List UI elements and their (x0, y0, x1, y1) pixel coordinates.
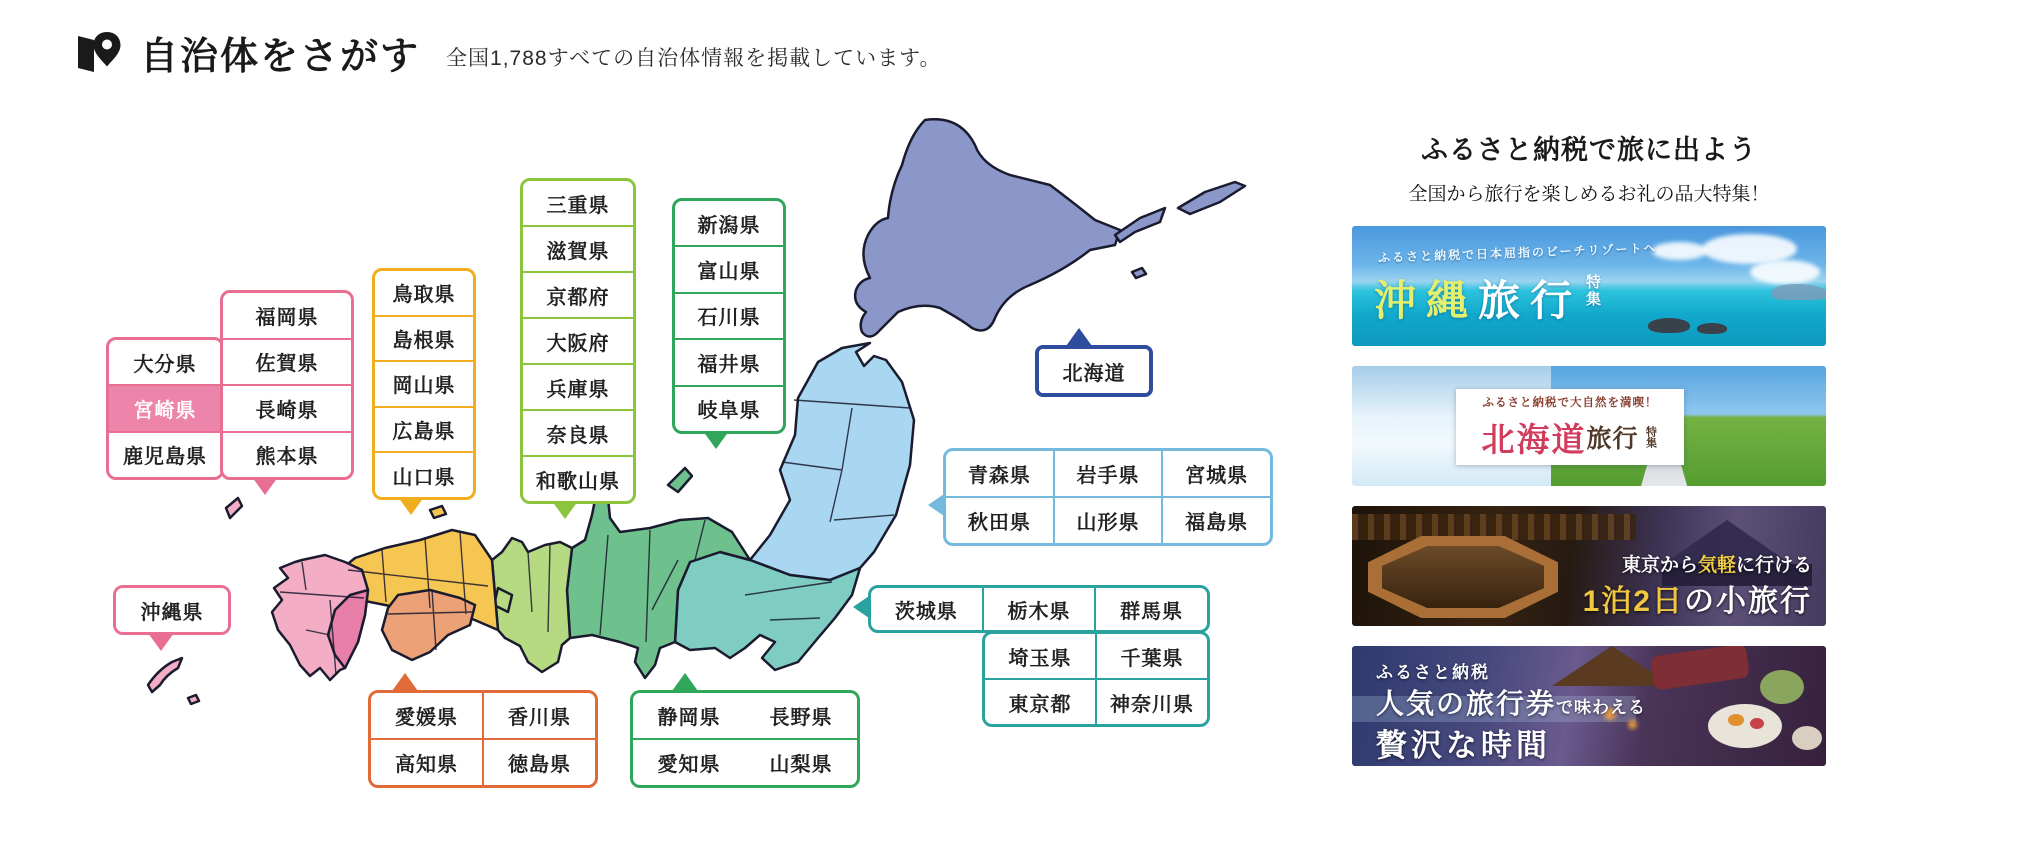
page-header (72, 30, 941, 78)
banner-okinawa-travel[interactable] (1352, 226, 1826, 346)
pref-nagasaki[interactable]: 長崎県 (223, 386, 351, 431)
page-title: 自治体をさがす (140, 36, 421, 78)
prefgroup-tokai (630, 690, 860, 788)
island-shape (1772, 284, 1826, 300)
pref-ehime[interactable]: 愛媛県 (371, 693, 482, 738)
pref-toyama[interactable]: 富山県 (675, 247, 783, 291)
hokuriku-box-pointer (703, 431, 729, 449)
pref-fukushima[interactable]: 福島県 (1163, 498, 1270, 543)
pref-shizuoka[interactable]: 静岡県 (633, 693, 745, 738)
pref-kanagawa[interactable]: 神奈川県 (1097, 680, 1207, 724)
prefgroup-okinawa (113, 585, 231, 635)
pref-shimane[interactable]: 島根県 (375, 317, 473, 361)
banner-okinawa-title-sub: 旅行 (1478, 277, 1583, 324)
map-island-kuril-1 (1115, 208, 1165, 242)
pref-iwate[interactable]: 岩手県 (1055, 451, 1162, 496)
banner-okinawa-title-main: 沖縄 (1374, 277, 1479, 324)
tokai-box-pointer (672, 673, 698, 691)
pref-tottori[interactable]: 鳥取県 (375, 271, 473, 315)
pref-ishikawa[interactable]: 石川県 (675, 294, 783, 338)
travel-sidebar (1352, 128, 1826, 766)
banner-hokkaido-tagline: ふるさと納税で大自然を満喫！ (1482, 396, 1658, 409)
pref-yamanashi[interactable]: 山梨県 (745, 740, 857, 785)
banner-hokkaido-title-main: 北海道 (1481, 420, 1587, 458)
tohoku-box-pointer (928, 494, 944, 516)
banner-hokkaido-badge: 特集 (1644, 426, 1657, 448)
pref-hyogo[interactable]: 兵庫県 (523, 365, 633, 409)
kanto-box-pointer (853, 596, 869, 618)
map-region-shikoku[interactable] (382, 590, 475, 660)
pref-aomori[interactable]: 青森県 (946, 451, 1053, 496)
banner-hokkaido-travel[interactable] (1352, 366, 1826, 486)
map-region-hokkaido[interactable] (855, 119, 1120, 336)
pref-oita[interactable]: 大分県 (109, 340, 221, 384)
pref-tokyo[interactable]: 東京都 (985, 680, 1095, 724)
banner-luxury-line1: ふるさと納税 (1376, 663, 1490, 682)
prefgroup-kanto-top (868, 585, 1210, 633)
prefgroup-kyushu-left (106, 337, 224, 480)
pref-tokushima[interactable]: 徳島県 (484, 740, 595, 785)
food-garnish (1728, 714, 1744, 726)
banner-short-trip-line2: 1泊2日の小旅行 (1582, 585, 1812, 618)
prefgroup-tohoku (943, 448, 1273, 546)
kyushu-box-pointer (252, 477, 278, 495)
prefgroup-kyushu-right (220, 290, 354, 480)
pref-fukui[interactable]: 福井県 (675, 340, 783, 384)
map-island-kuril-2 (1178, 182, 1245, 214)
food-meat (1650, 646, 1750, 691)
pref-okayama[interactable]: 岡山県 (375, 362, 473, 406)
pref-mie[interactable]: 三重県 (523, 181, 633, 225)
pref-kochi[interactable]: 高知県 (371, 740, 482, 785)
pref-nagano[interactable]: 長野県 (745, 693, 857, 738)
banner-okinawa-tagline: ふるさと納税で日本屈指のビーチリゾートへ (1377, 241, 1658, 265)
pref-yamagata[interactable]: 山形県 (1055, 498, 1162, 543)
pref-kagoshima[interactable]: 鹿児島県 (109, 433, 221, 477)
food-garnish (1750, 718, 1764, 729)
shikoku-box-pointer (392, 673, 418, 691)
banner-luxury-time[interactable] (1352, 646, 1826, 766)
map-island-kuril-3 (1132, 268, 1146, 278)
municipality-search-icon (72, 30, 124, 78)
rock-shape (1697, 323, 1727, 334)
prefgroup-shikoku (368, 690, 598, 788)
pref-yamaguchi[interactable]: 山口県 (375, 453, 473, 497)
map-island-okinawa-small (188, 695, 199, 704)
pref-kumamoto[interactable]: 熊本県 (223, 433, 351, 478)
food-bowl (1760, 670, 1804, 704)
cloud-shape (1750, 260, 1820, 284)
pref-hokkaido[interactable]: 北海道 (1039, 349, 1149, 393)
pref-fukuoka[interactable]: 福岡県 (223, 293, 351, 338)
hokkaido-box-pointer (1066, 328, 1092, 346)
map-island-oki (430, 506, 446, 518)
prefgroup-hokuriku (672, 198, 786, 434)
sidebar-heading: ふるさと納税で旅に出よう (1421, 135, 1757, 165)
food-bowl-small (1792, 726, 1822, 750)
banner-luxury-line3: 贅沢な時間 (1376, 728, 1551, 763)
banner-short-trip-line1: 東京から気軽に行ける (1621, 555, 1812, 576)
prefgroup-kanto-bottom (982, 631, 1210, 727)
pref-ibaraki[interactable]: 茨城県 (871, 588, 982, 630)
banner-luxury-line2: 人気の旅行券で味わえる (1376, 688, 1647, 719)
map-island-tsushima (226, 498, 242, 518)
okinawa-box-pointer (148, 633, 174, 651)
pref-miyazaki[interactable]: 宮崎県 (109, 386, 221, 430)
prefgroup-chugoku (372, 268, 476, 500)
food-plate (1708, 704, 1782, 748)
pref-chiba[interactable]: 千葉県 (1097, 634, 1207, 678)
pref-tochigi[interactable]: 栃木県 (984, 588, 1095, 630)
pref-saitama[interactable]: 埼玉県 (985, 634, 1095, 678)
pref-saga[interactable]: 佐賀県 (223, 340, 351, 385)
pref-gifu[interactable]: 岐阜県 (675, 387, 783, 431)
pref-okinawa[interactable]: 沖縄県 (116, 588, 228, 632)
banner-hokkaido-title-sub: 旅行 (1586, 425, 1639, 453)
banner-okinawa-badge: 特集 (1584, 274, 1602, 308)
kansai-box-pointer (552, 501, 578, 519)
banner-short-trip[interactable] (1352, 506, 1826, 626)
pref-osaka[interactable]: 大阪府 (523, 319, 633, 363)
pref-shiga[interactable]: 滋賀県 (523, 227, 633, 271)
pref-kyoto[interactable]: 京都府 (523, 273, 633, 317)
pref-niigata[interactable]: 新潟県 (675, 201, 783, 245)
sidebar-subheading: 全国から旅行を楽しめるお礼の品大特集！ (1408, 184, 1770, 205)
map-island-sado (668, 468, 692, 492)
pref-nara[interactable]: 奈良県 (523, 411, 633, 455)
prefgroup-hokkaido (1035, 345, 1153, 397)
banner-hokkaido-panel (1456, 389, 1684, 465)
rock-shape (1648, 318, 1690, 333)
pref-aichi[interactable]: 愛知県 (633, 740, 745, 785)
pref-wakayama[interactable]: 和歌山県 (523, 457, 633, 501)
map-region-okinawa[interactable] (148, 658, 182, 692)
chugoku-box-pointer (398, 497, 424, 515)
onsen-water (1382, 546, 1544, 608)
page-subtitle: 全国1,788すべての自治体情報を掲載しています。 (446, 47, 942, 70)
banner-okinawa-title (1374, 268, 1603, 328)
cloud-shape (1652, 242, 1707, 260)
pref-gunma[interactable]: 群馬県 (1096, 588, 1207, 630)
pref-akita[interactable]: 秋田県 (946, 498, 1053, 543)
pref-hiroshima[interactable]: 広島県 (375, 408, 473, 452)
pref-kagawa[interactable]: 香川県 (484, 693, 595, 738)
prefgroup-kansai (520, 178, 636, 504)
pref-miyagi[interactable]: 宮城県 (1163, 451, 1270, 496)
